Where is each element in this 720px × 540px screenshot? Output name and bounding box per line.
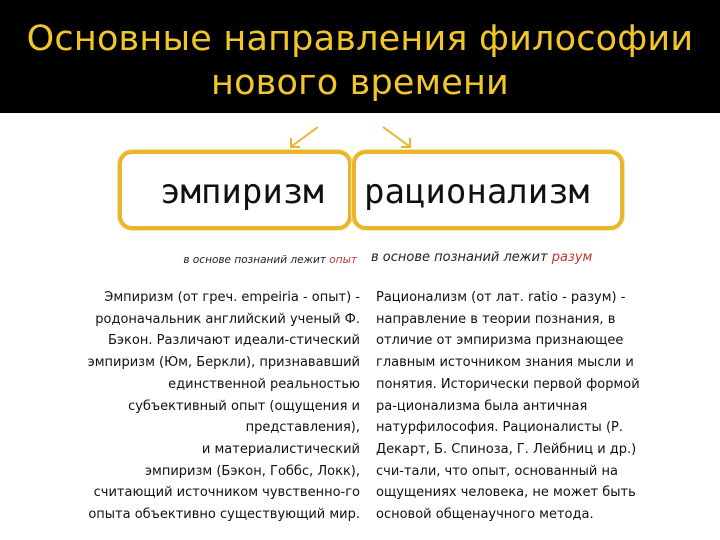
description-line: Бэкон. Различают идеали-стический bbox=[108, 333, 360, 349]
description-line: ощущениях человека, не может быть bbox=[376, 485, 636, 501]
description-line: эмпиризм (Бэкон, Гоббс, Локк), bbox=[144, 463, 360, 479]
description-line: эмпиризм (Юм, Беркли), признававший bbox=[87, 355, 360, 371]
rationalism-basis-text: в основе познаний лежит bbox=[371, 250, 552, 265]
description-line: направление в теории познания, в bbox=[376, 311, 616, 327]
description-line: единственной реальностью bbox=[168, 376, 360, 392]
description-line: субъективный опыт (ощущения и bbox=[128, 398, 360, 414]
description-line: родоначальник английский ученый Ф. bbox=[95, 311, 360, 327]
empiricism-description bbox=[10, 287, 360, 526]
description-line: понятия. Исторически первой формой bbox=[376, 376, 640, 392]
arrow-down-right-icon bbox=[379, 124, 415, 150]
rationalism-basis-key: разум bbox=[551, 250, 593, 265]
empiricism-basis-key: опыт bbox=[329, 254, 357, 266]
description-line: и материалистический bbox=[201, 441, 360, 457]
rationalism-description bbox=[376, 287, 676, 526]
page-title-line-1: Основные направления философии bbox=[26, 19, 694, 59]
description-line: считающий источником чувственно-го bbox=[93, 485, 360, 501]
description-line: Эмпиризм (от греч. empeiria - опыт) - bbox=[104, 290, 360, 305]
description-line: ра-ционализма была античная bbox=[376, 398, 588, 414]
description-line: отличие от эмпиризма признающее bbox=[376, 333, 624, 349]
description-line: Декарт, Б. Спиноза, Г. Лейбниц и др.) bbox=[376, 441, 637, 457]
rationalism-basis bbox=[371, 250, 592, 265]
empiricism-term: эмпиризм bbox=[160, 172, 324, 212]
description-line: натурфилософия. Рационалисты (Р. bbox=[376, 420, 623, 436]
description-line: счи-тали, что опыт, основанный на bbox=[376, 463, 618, 479]
title-banner bbox=[0, 0, 720, 113]
arrow-down-left-icon bbox=[286, 124, 322, 150]
empiricism-basis-text: в основе познаний лежит bbox=[183, 254, 330, 266]
description-line: основой общенаучного метода. bbox=[376, 507, 594, 523]
description-line: главным источником знания мысли и bbox=[376, 355, 634, 371]
description-line: представления), bbox=[245, 420, 360, 436]
description-line: Рационализм (от лат. ratio - разум) - bbox=[376, 290, 626, 305]
description-line: опыта объективно существующий мир. bbox=[88, 507, 360, 523]
empiricism-basis bbox=[132, 254, 357, 266]
rationalism-term: рационализм bbox=[364, 172, 590, 212]
page-title-line-2: нового времени bbox=[210, 63, 509, 103]
